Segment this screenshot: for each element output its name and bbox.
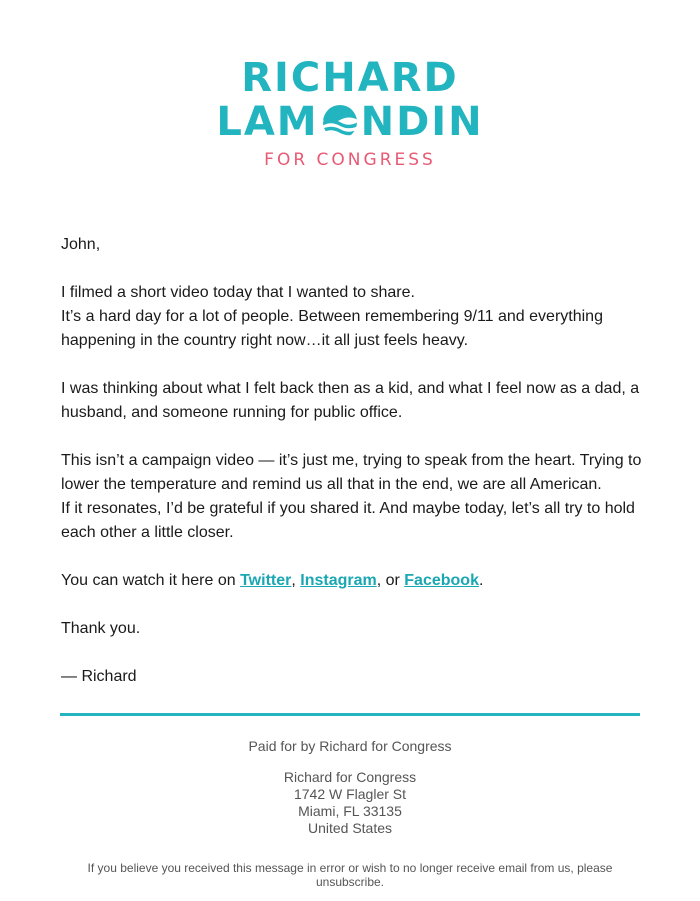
instagram-link[interactable]: Instagram bbox=[300, 572, 377, 589]
address-country: United States bbox=[307, 820, 393, 836]
email-body bbox=[61, 233, 651, 713]
logo-name-last-right: NDIN bbox=[360, 99, 484, 145]
logo-name-first: RICHARD bbox=[241, 55, 459, 101]
unsubscribe-notice: If you believe you received this message in error or wish to no longer receive email from us, please unsubscribe. bbox=[87, 861, 613, 889]
watch-prefix: You can watch it here on bbox=[61, 572, 241, 589]
watch-suffix: . bbox=[478, 572, 484, 589]
paid-for-disclaimer: Paid for by Richard for Congress bbox=[248, 738, 452, 754]
paragraph-1 bbox=[61, 281, 651, 353]
paragraph-3-line-2: If it resonates, I’d be grateful if you shared it. And maybe today, let’s all try to hold each other a little closer. bbox=[61, 500, 635, 541]
logo-name-last bbox=[0, 100, 700, 144]
signature: — Richard bbox=[61, 668, 137, 685]
logo-tagline: FOR CONGRESS bbox=[264, 150, 436, 170]
twitter-link[interactable]: Twitter bbox=[240, 572, 292, 589]
address-street: 1742 W Flagler St bbox=[293, 786, 407, 802]
logo-name-last-left: LAM bbox=[216, 99, 319, 145]
greeting: John, bbox=[61, 236, 101, 253]
paragraph-2: I was thinking about what I felt back then as a kid, and what I feel now as a dad, a husband, and someone running for public office. bbox=[61, 380, 640, 421]
mailing-address bbox=[0, 769, 700, 837]
thanks: Thank you. bbox=[61, 620, 141, 637]
watch-paragraph bbox=[61, 569, 651, 593]
paragraph-3-line-1: This isn’t a campaign video — it’s just me, trying to speak from the heart. Trying to lower the temperature and remind us all that in the end, we are all American. bbox=[61, 452, 642, 493]
address-org: Richard for Congress bbox=[283, 769, 417, 785]
paragraph-3 bbox=[61, 449, 651, 545]
footer bbox=[0, 738, 700, 889]
paragraph-1-line-2: It’s a hard day for a lot of people. Between remembering 9/11 and everything happening in the country right now…it all just feels heavy. bbox=[61, 308, 603, 349]
address-city: Miami, FL 33135 bbox=[298, 803, 402, 819]
footer-divider bbox=[60, 713, 640, 716]
facebook-link[interactable]: Facebook bbox=[404, 572, 479, 589]
wave-o-icon bbox=[322, 104, 358, 140]
paragraph-1-line-1: I filmed a short video today that I wanted to share. bbox=[61, 284, 415, 301]
separator-1: , bbox=[291, 572, 301, 589]
separator-2: , or bbox=[376, 572, 405, 589]
campaign-logo bbox=[0, 56, 700, 170]
